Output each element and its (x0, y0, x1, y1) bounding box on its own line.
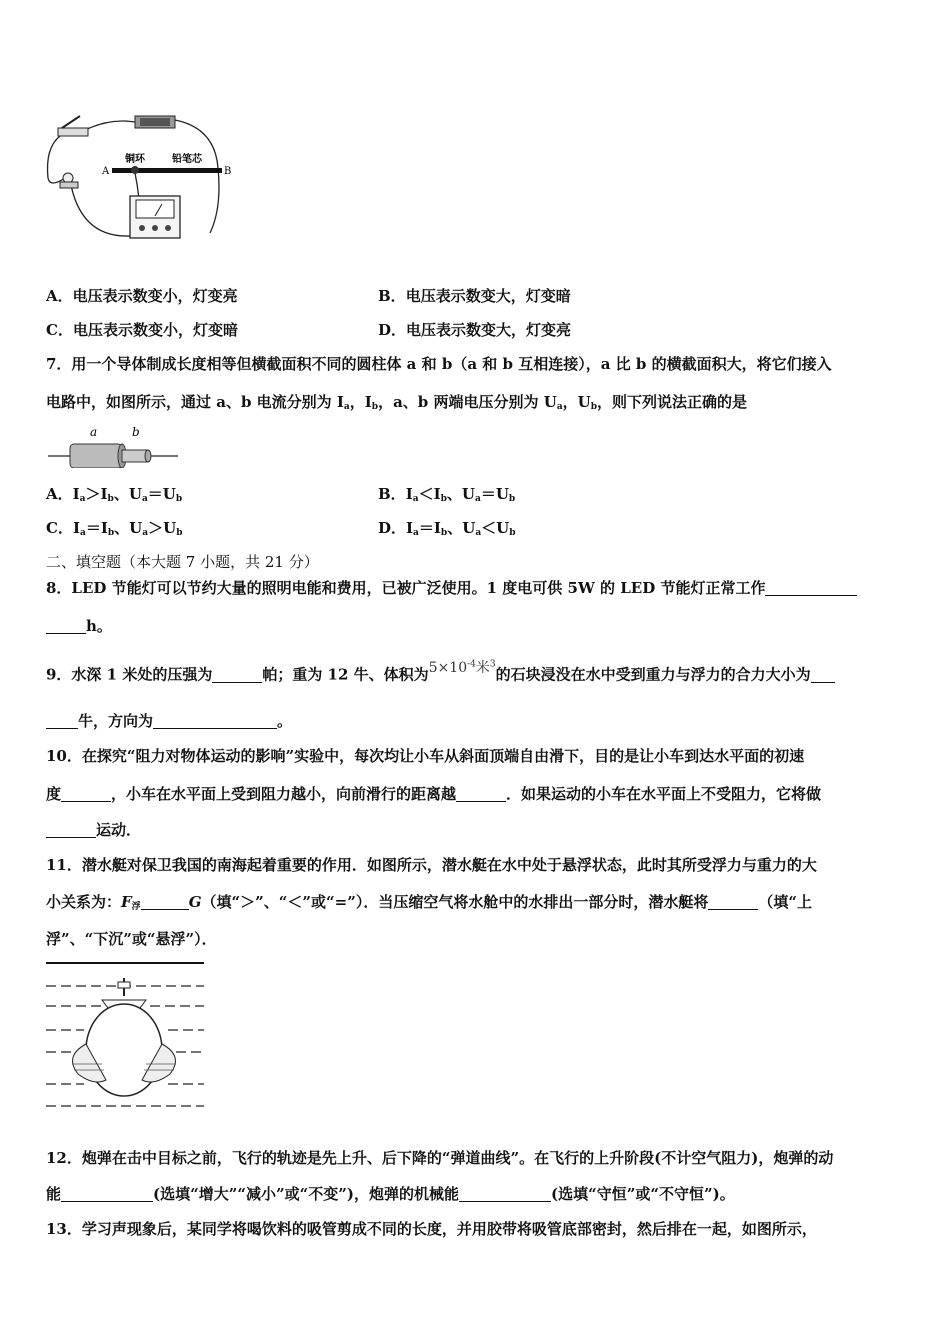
q10-line3: 运动． (46, 820, 141, 840)
q6-option-a: A．电压表示数变小，灯变亮 (46, 287, 238, 305)
fig-label-a: a (90, 425, 98, 439)
q8-line1: 8．LED 节能灯可以节约大量的照明电能和费用，已被广泛使用。1 度电可供 5W 的 LED 节能灯正常工作 (46, 578, 857, 598)
copper-ring-label: 铜环 (125, 154, 145, 165)
q9-line2: 牛，方向为 。 (46, 711, 292, 731)
q11-line2: 小关系为：$F_浮$ G（填“＞”、“＜”或“=”）．当压缩空气将水舱中的水排出一部分时，潜水艇将 （填“上 (46, 893, 812, 912)
label-b: B (224, 166, 232, 177)
label-a: A (102, 166, 110, 177)
q11-line3: 浮”、“下沉”或“悬浮”）． (46, 930, 217, 948)
q13-line1: 13．学习声现象后，某同学将喝饮料的吸管剪成不同的长度，并用胶带将吸管底部密封，然后排在一起，如图所示， (46, 1220, 817, 1238)
q7-option-c: C．$I_a=I_b$、$U_a>U_b$ (46, 519, 183, 538)
q12-line1: 12．炮弹在击中目标之前，飞行的轨迹是先上升、后下降的“弹道曲线”。在飞行的上升阶段(不计空气阻力)，炮弹的动 (46, 1149, 834, 1167)
submarine-figure (44, 960, 208, 1112)
q10-line1: 10．在探究“阻力对物体运动的影响”实验中，每次均让小车从斜面顶端自由滑下，目的是让小车到达水平面的初速 (46, 747, 805, 765)
q7-option-a: A．$I_a>I_b$、$U_a=U_b$ (46, 485, 183, 504)
q7-line2: 电路中，如图所示，通过 a、b 电流分别为 $I_a$，$I_b$，a、b 两端电压分别为 $U_a$，$U_b$，则下列说法正确的是 (46, 393, 748, 412)
q6-option-c: C．电压表示数变小，灯变暗 (46, 321, 238, 339)
cylinders-figure (48, 424, 183, 468)
q9-line1: 9．水深 1 米处的压强为 帕；重为 12 牛、体积为$5\times 10^{-4}$米$^3$的石块浸没在水中受到重力与浮力的合力大小为 (46, 662, 835, 686)
q12-line2: 能 (选填“增大”“减小”或“不变”)，炮弹的机械能 (选填“守恒”或“不守恒”)。 (46, 1185, 735, 1203)
q7-line1: 7．用一个导体制成长度相等但横截面积不同的圆柱体 a 和 b（a 和 b 互相连接），a 比 b 的横截面积大，将它们接入 (46, 355, 832, 373)
q6-option-d: D．电压表示数变大，灯变亮 (378, 321, 572, 339)
q6-option-b: B．电压表示数变大，灯变暗 (378, 287, 571, 305)
q8-line2: h。 (46, 616, 112, 636)
circuit-figure (40, 108, 240, 248)
fig-label-b: b (132, 425, 140, 439)
pencil-lead-label: 铅笔芯 (172, 154, 202, 165)
volume-formula: $5\times 10^{-4}$米$^3$ (428, 659, 496, 676)
q7-option-d: D．$I_a=I_b$、$U_a<U_b$ (378, 519, 516, 538)
q10-line2: 度 ，小车在水平面上受到阻力越小，向前滑行的距离越 ．如果运动的小车在水平面上不受阻力，它将做 (46, 785, 822, 803)
q11-line1: 11．潜水艇对保卫我国的南海起着重要的作用．如图所示，潜水艇在水中处于悬浮状态，此时其所受浮力与重力的大 (46, 856, 817, 874)
section-title: 二、填空题（本大题 7 小题，共 21 分） (46, 553, 319, 571)
q7-option-b: B．$I_a<I_b$、$U_a=U_b$ (378, 485, 516, 504)
